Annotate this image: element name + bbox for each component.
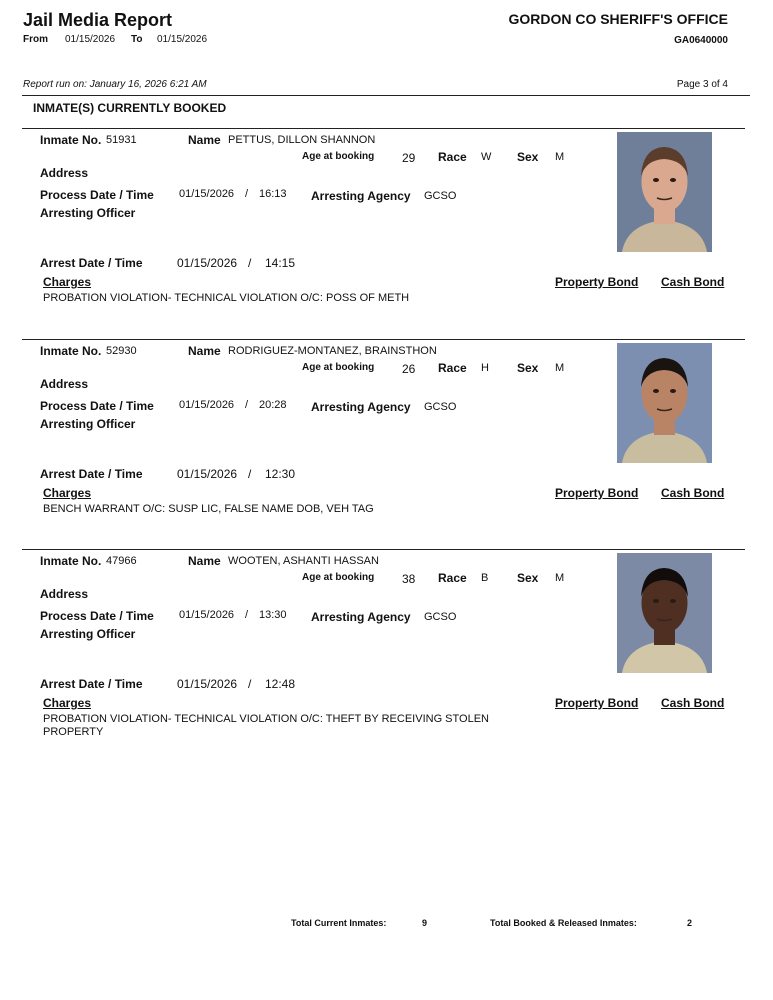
name-value: PETTUS, DILLON SHANNON bbox=[228, 134, 376, 146]
arresting-agency-label: Arresting Agency bbox=[311, 610, 411, 624]
record-divider bbox=[22, 549, 745, 550]
report-title: Jail Media Report bbox=[23, 10, 173, 30]
charges-text: PROBATION VIOLATION- TECHNICAL VIOLATION O/C: POSS OF METH bbox=[43, 292, 410, 304]
arrest-date-value: 01/15/2026 bbox=[177, 467, 238, 481]
age-value: 29 bbox=[402, 151, 416, 165]
mugshot-photo bbox=[617, 132, 712, 252]
age-value: 38 bbox=[402, 572, 416, 586]
arresting-agency-value: GCSO bbox=[424, 611, 457, 623]
arrest-date-value: 01/15/2026 bbox=[177, 677, 238, 691]
name-label: Name bbox=[188, 344, 221, 358]
mugshot-photo bbox=[617, 343, 712, 463]
property-bond-label: Property Bond bbox=[555, 486, 639, 500]
race-label: Race bbox=[438, 150, 467, 164]
arrest-slash: / bbox=[248, 677, 252, 691]
inmate-record bbox=[0, 339, 773, 539]
charges-label: Charges bbox=[43, 275, 92, 289]
age-label: Age at booking bbox=[302, 362, 375, 373]
property-bond-label: Property Bond bbox=[555, 275, 639, 289]
process-time-value: 13:30 bbox=[259, 609, 287, 621]
total-booked-released-label: Total Booked & Released Inmates: bbox=[490, 918, 637, 928]
race-value: B bbox=[481, 572, 489, 584]
arrest-date-label: Arrest Date / Time bbox=[40, 256, 143, 270]
process-slash: / bbox=[245, 399, 249, 411]
process-slash: / bbox=[245, 609, 249, 621]
process-date-value: 01/15/2026 bbox=[179, 188, 235, 200]
process-date-value: 01/15/2026 bbox=[179, 609, 235, 621]
process-slash: / bbox=[245, 188, 249, 200]
name-value: RODRIGUEZ-MONTANEZ, BRAINSTHON bbox=[228, 345, 437, 357]
race-value: H bbox=[481, 362, 489, 374]
sex-value: M bbox=[555, 151, 565, 163]
sex-label: Sex bbox=[517, 150, 539, 164]
agency-code: GA0640000 bbox=[674, 35, 728, 46]
charges-text: BENCH WARRANT O/C: SUSP LIC, FALSE NAME DOB, VEH TAG bbox=[43, 503, 374, 515]
process-date-label: Process Date / Time bbox=[40, 399, 154, 413]
cash-bond-label: Cash Bond bbox=[661, 696, 725, 710]
arresting-officer-label: Arresting Officer bbox=[40, 206, 136, 220]
race-label: Race bbox=[438, 571, 467, 585]
inmate-no-value: 52930 bbox=[106, 345, 137, 357]
process-date-label: Process Date / Time bbox=[40, 609, 154, 623]
total-current-label: Total Current Inmates: bbox=[291, 918, 387, 928]
total-current-value: 9 bbox=[422, 918, 428, 928]
arresting-agency-value: GCSO bbox=[424, 190, 457, 202]
arrest-date-value: 01/15/2026 bbox=[177, 256, 238, 270]
sex-label: Sex bbox=[517, 571, 539, 585]
arresting-officer-label: Arresting Officer bbox=[40, 417, 136, 431]
inmate-record bbox=[0, 549, 773, 749]
charges-label: Charges bbox=[43, 486, 92, 500]
process-date-label: Process Date / Time bbox=[40, 188, 154, 202]
inmate-record bbox=[0, 128, 773, 328]
arresting-agency-label: Arresting Agency bbox=[311, 189, 411, 203]
arresting-agency-label: Arresting Agency bbox=[311, 400, 411, 414]
sex-value: M bbox=[555, 362, 565, 374]
age-value: 26 bbox=[402, 362, 416, 376]
arresting-agency-value: GCSO bbox=[424, 401, 457, 413]
to-date: 01/15/2026 bbox=[157, 34, 208, 45]
arrest-slash: / bbox=[248, 256, 252, 270]
arrest-slash: / bbox=[248, 467, 252, 481]
inmate-no-value: 51931 bbox=[106, 134, 137, 146]
arresting-officer-label: Arresting Officer bbox=[40, 627, 136, 641]
process-time-value: 20:28 bbox=[259, 399, 287, 411]
cash-bond-label: Cash Bond bbox=[661, 486, 725, 500]
inmate-no-label: Inmate No. bbox=[40, 554, 102, 568]
arrest-date-label: Arrest Date / Time bbox=[40, 677, 143, 691]
arrest-time-value: 12:30 bbox=[265, 467, 296, 481]
record-divider bbox=[22, 128, 745, 129]
process-time-value: 16:13 bbox=[259, 188, 287, 200]
address-label: Address bbox=[40, 377, 89, 391]
name-label: Name bbox=[188, 554, 221, 568]
inmate-no-label: Inmate No. bbox=[40, 344, 102, 358]
arrest-time-value: 12:48 bbox=[265, 677, 296, 691]
age-label: Age at booking bbox=[302, 151, 375, 162]
mugshot-photo bbox=[617, 553, 712, 673]
inmate-no-label: Inmate No. bbox=[40, 133, 102, 147]
arrest-time-value: 14:15 bbox=[265, 256, 296, 270]
to-label: To bbox=[131, 34, 143, 45]
sex-label: Sex bbox=[517, 361, 539, 375]
from-label: From bbox=[23, 34, 48, 45]
from-date: 01/15/2026 bbox=[65, 34, 116, 45]
header-divider bbox=[22, 95, 750, 96]
name-label: Name bbox=[188, 133, 221, 147]
record-divider bbox=[22, 339, 745, 340]
race-value: W bbox=[481, 151, 492, 163]
process-date-value: 01/15/2026 bbox=[179, 399, 235, 411]
total-booked-released-value: 2 bbox=[687, 918, 693, 928]
address-label: Address bbox=[40, 166, 89, 180]
race-label: Race bbox=[438, 361, 467, 375]
address-label: Address bbox=[40, 587, 89, 601]
age-label: Age at booking bbox=[302, 572, 375, 583]
arrest-date-label: Arrest Date / Time bbox=[40, 467, 143, 481]
agency-name: GORDON CO SHERIFF'S OFFICE bbox=[508, 11, 728, 27]
sex-value: M bbox=[555, 572, 565, 584]
page-number: Page 3 of 4 bbox=[676, 79, 728, 90]
property-bond-label: Property Bond bbox=[555, 696, 639, 710]
charges-text: PROBATION VIOLATION- TECHNICAL VIOLATION O/C: THEFT BY RECEIVING STOLEN PROPERTY bbox=[43, 713, 489, 738]
section-heading: INMATE(S) CURRENTLY BOOKED bbox=[33, 101, 227, 115]
charges-label: Charges bbox=[43, 696, 92, 710]
name-value: WOOTEN, ASHANTI HASSAN bbox=[228, 555, 379, 567]
report-run-on: Report run on: January 16, 2026 6:21 AM bbox=[23, 79, 207, 90]
inmate-no-value: 47966 bbox=[106, 555, 137, 567]
cash-bond-label: Cash Bond bbox=[661, 275, 725, 289]
